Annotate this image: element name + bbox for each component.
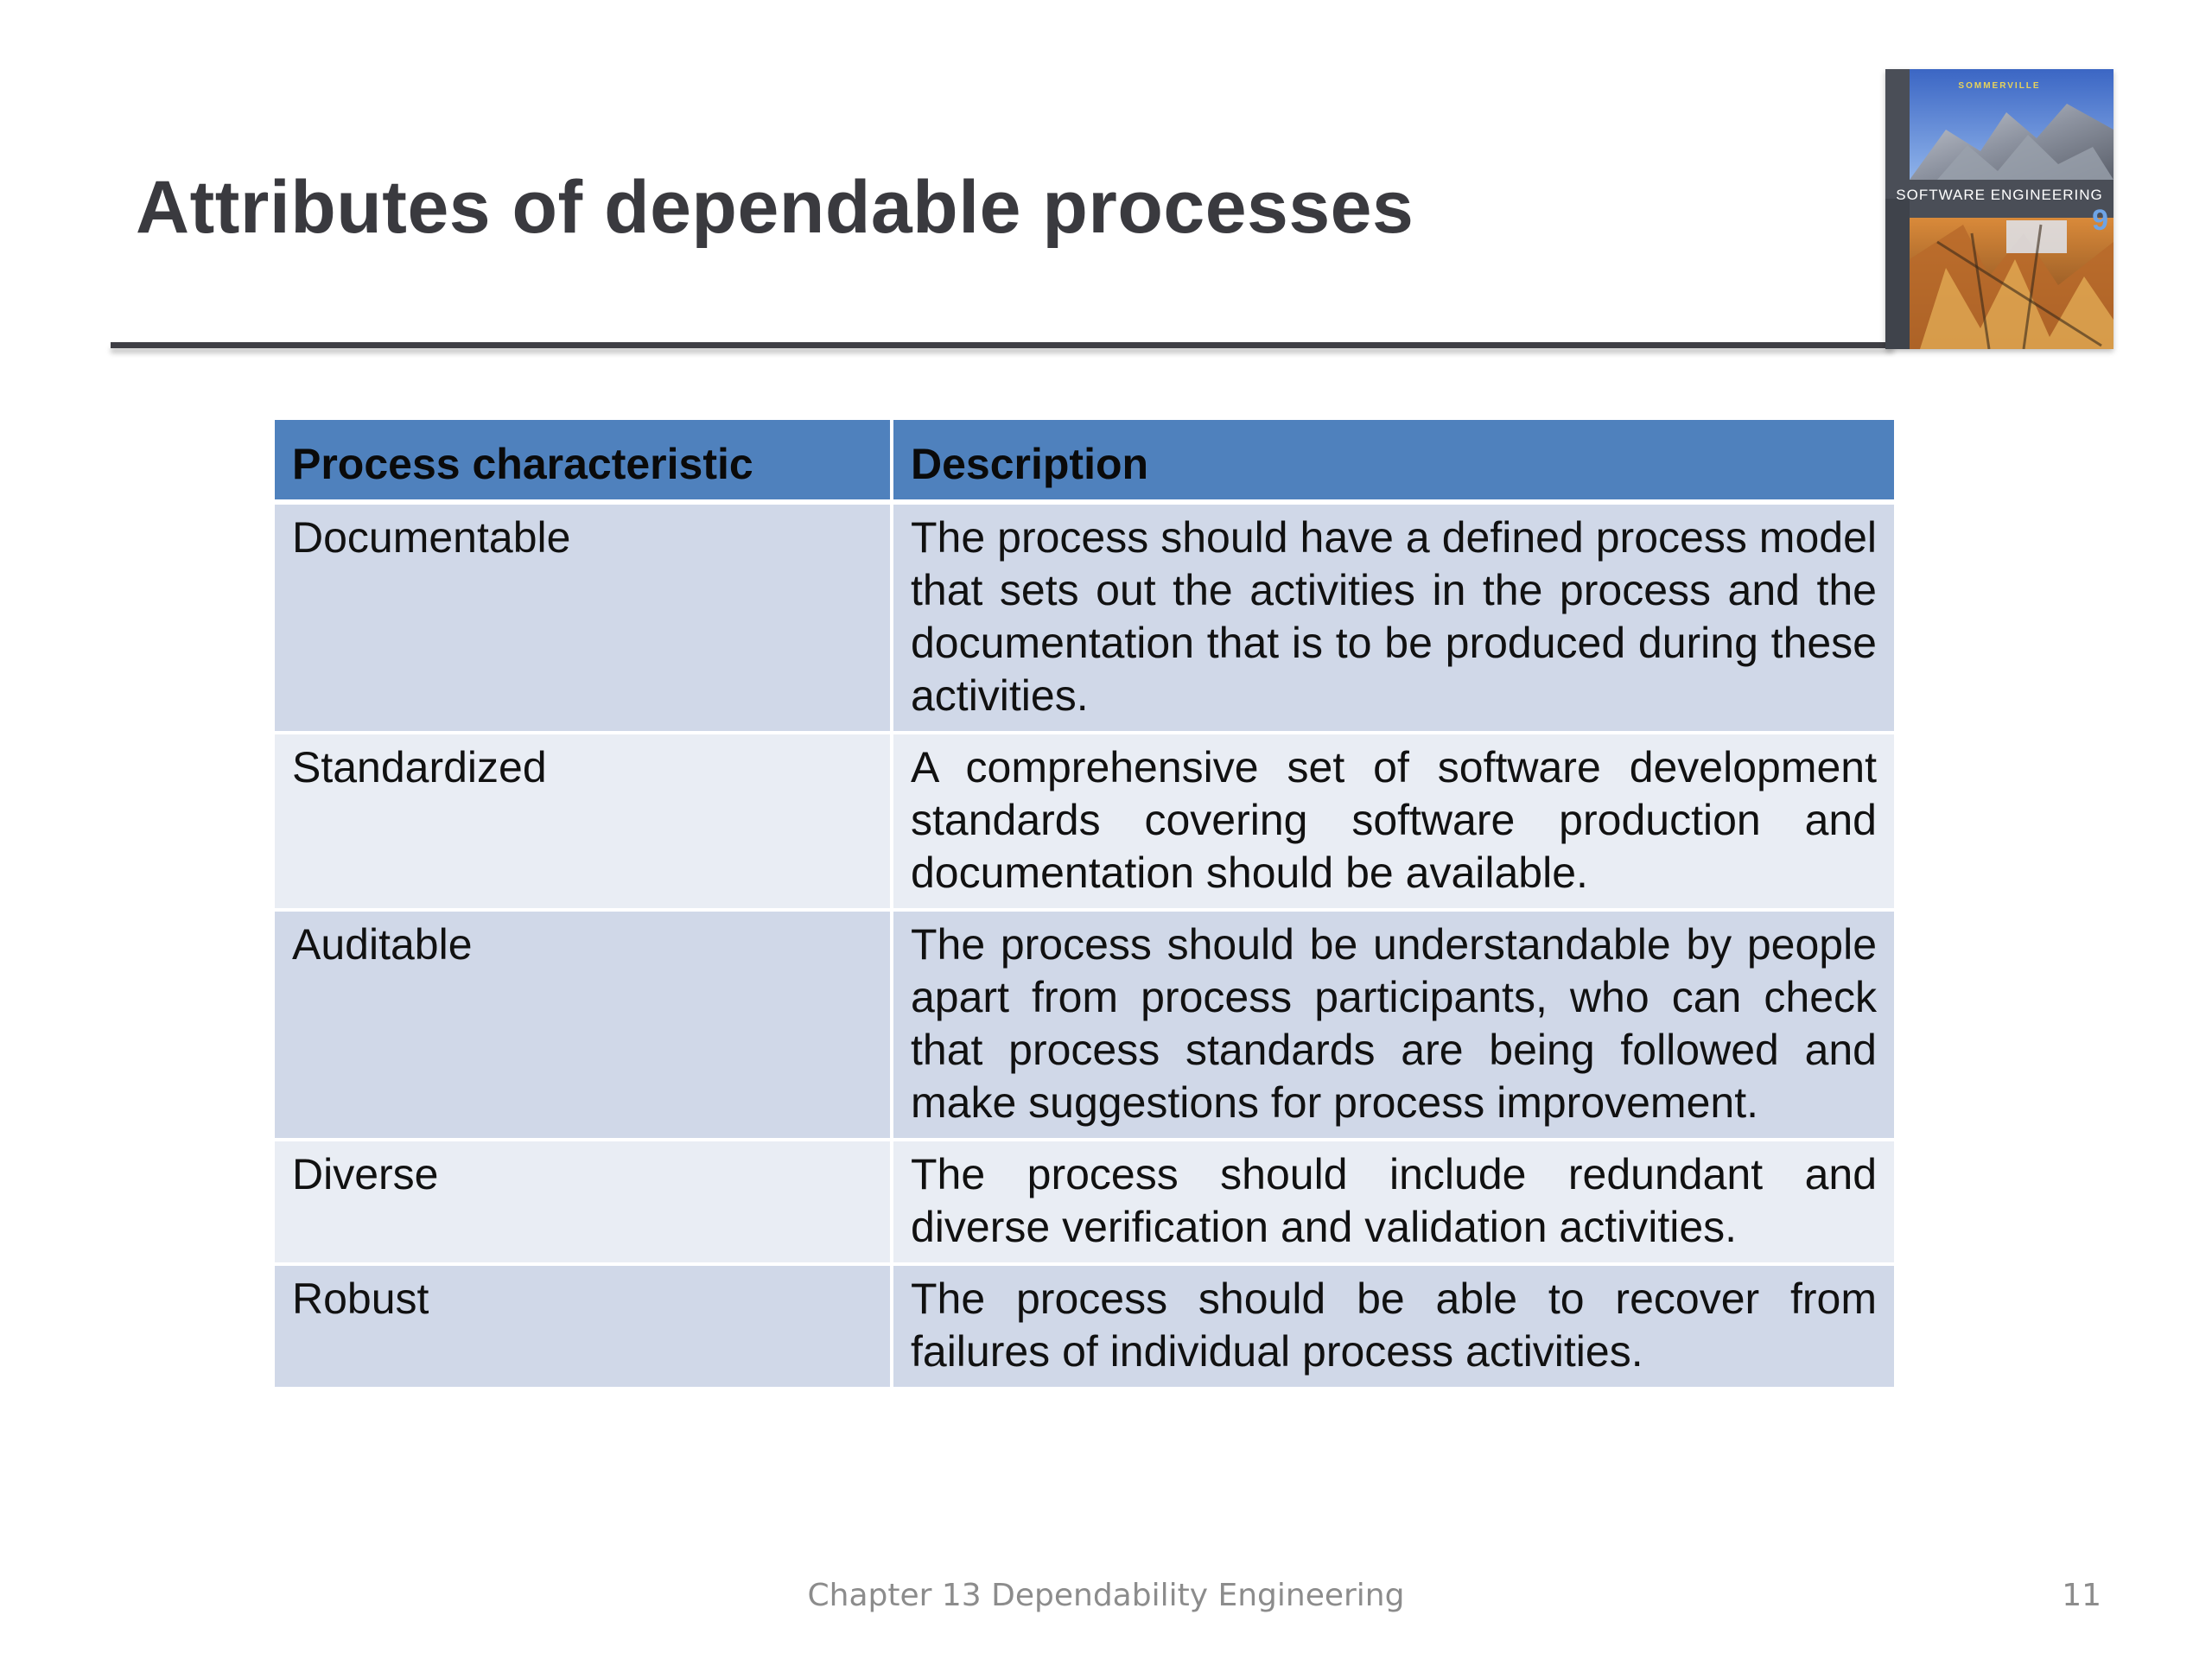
slide-footer: Chapter 13 Dependability Engineering [807, 1578, 1405, 1613]
description-cell: The process should be able to recover from failures of individual process activities. [892, 1264, 1894, 1389]
characteristic-cell: Robust [275, 1264, 892, 1389]
description-cell: The process should be understandable by people apart from process participants, who can check that process standards are being followed and make suggestions for process improvement. [892, 910, 1894, 1140]
book-cover-author: SOMMERVILLE [1958, 81, 2041, 91]
book-cover-illustration [1885, 69, 2113, 349]
characteristic-cell: Documentable [275, 502, 892, 733]
table-row [275, 1264, 1894, 1389]
table-row [275, 733, 1894, 910]
slide-title: Attributes of dependable processes [136, 166, 1414, 249]
table-row [275, 910, 1894, 1140]
description-cell: The process should include redundant and diverse verification and validation activities. [892, 1140, 1894, 1264]
column-header-characteristic: Process characteristic [275, 420, 892, 502]
book-cover-title: SOFTWARE ENGINEERING [1896, 187, 2103, 203]
characteristic-cell: Standardized [275, 733, 892, 910]
table-row [275, 502, 1894, 733]
description-cell: A comprehensive set of software development standards covering software production and documentation should be available. [892, 733, 1894, 910]
characteristic-cell: Diverse [275, 1140, 892, 1264]
table-row [275, 1140, 1894, 1264]
characteristic-cell: Auditable [275, 910, 892, 1140]
book-cover-edition: 9 [2092, 204, 2108, 237]
column-header-description: Description [892, 420, 1894, 502]
attributes-table [275, 420, 1894, 1390]
page-number: 11 [2062, 1578, 2101, 1613]
table-header-row [275, 420, 1894, 502]
description-cell: The process should have a defined process model that sets out the activities in the process and the documentation that is to be produced during these activities. [892, 502, 1894, 733]
book-cover-image [1885, 69, 2113, 349]
title-divider [111, 342, 1894, 348]
